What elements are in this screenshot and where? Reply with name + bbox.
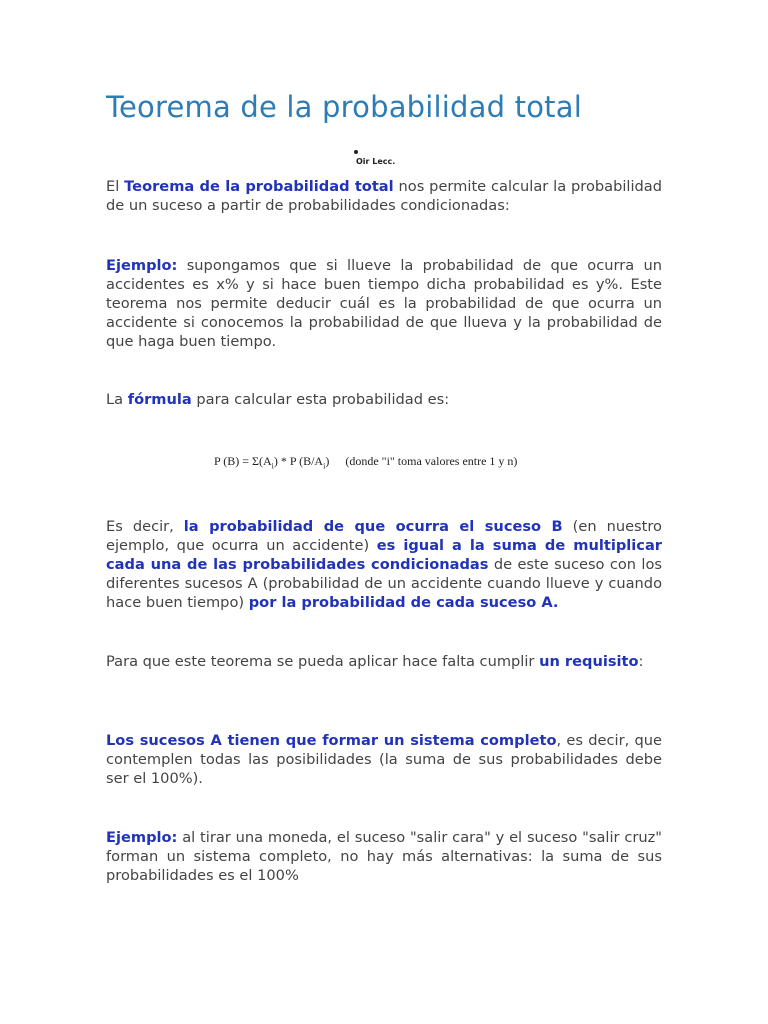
explanation-mid-2: de este suceso con los diferentes sucesos A (probabilidad de un accidente cuando llueve y cuando hace buen tiempo) <box>106 556 662 611</box>
listen-audio-control[interactable] <box>342 150 402 166</box>
formula-image <box>214 454 517 470</box>
formula-note: (donde "i" toma valores entre 1 y n) <box>345 454 518 468</box>
formula-subscript-2: i <box>323 461 326 471</box>
intro-paragraph <box>106 177 662 215</box>
coin-example-paragraph <box>106 828 662 885</box>
formula-part-c: ) <box>325 454 330 468</box>
complete-system-highlight: Los sucesos A tienen que formar un sistema completo <box>106 732 557 749</box>
explanation-highlight-2: es igual a la suma de multiplicar cada una de las probabilidades condicionadas <box>106 537 662 573</box>
intro-text-pre: El <box>106 178 125 195</box>
coin-example-text: al tirar una moneda, el suceso "salir cara" y el suceso "salir cruz" forman un sistema completo, no hay más alternativas: la suma de sus probabilidades es el 100% <box>106 829 662 884</box>
example-text: supongamos que si llueve la probabilidad de que ocurra un accidentes es x% y si hace buen tiempo dicha probabilidad es y%. Este teorema nos permite deducir cuál es la probabilidad de que ocurra un accidente si conocemos la probabilidad de que llueva y la probabilidad de que haga buen tiempo. <box>106 257 662 350</box>
example-paragraph <box>106 256 662 351</box>
formula-intro-pre: La <box>106 391 128 408</box>
requirement-term: un requisito <box>539 653 639 670</box>
formula-part-b: ) * P (B/A <box>273 454 324 468</box>
formula-intro-post: para calcular esta probabilidad es: <box>191 391 450 408</box>
explanation-pre: Es decir, <box>106 518 184 535</box>
formula-intro-paragraph <box>106 390 662 409</box>
complete-system-paragraph <box>106 731 662 788</box>
theorem-term: Teorema de la probabilidad total <box>124 178 394 195</box>
formula-subscript-1: i <box>271 461 274 471</box>
explanation-highlight-1: la probabilidad de que ocurra el suceso B <box>183 518 563 535</box>
requirement-pre: Para que este teorema se pueda aplicar hace falta cumplir <box>106 653 540 670</box>
explanation-paragraph <box>106 517 662 612</box>
explanation-mid-1: (en nuestro ejemplo, que ocurra un accidente) <box>106 518 662 554</box>
formula-part-a: P (B) = Σ(A <box>214 454 272 468</box>
requirement-post: : <box>638 653 644 670</box>
page-title: Teorema de la probabilidad total <box>106 90 582 124</box>
intro-text-post: nos permite calcular la probabilidad de un suceso a partir de probabilidades condicionadas: <box>106 178 663 214</box>
bullet-icon <box>354 150 358 154</box>
example-label: Ejemplo: <box>106 257 178 274</box>
listen-link[interactable]: Oir Lecc. <box>356 157 396 166</box>
coin-example-label: Ejemplo: <box>106 829 178 846</box>
explanation-highlight-3: por la probabilidad de cada suceso A. <box>248 594 559 611</box>
complete-system-text: , es decir, que contemplen todas las posibilidades (la suma de sus probabilidades debe ser el 100%). <box>106 732 662 787</box>
requirement-paragraph <box>106 652 662 671</box>
formula-term: fórmula <box>127 391 192 408</box>
